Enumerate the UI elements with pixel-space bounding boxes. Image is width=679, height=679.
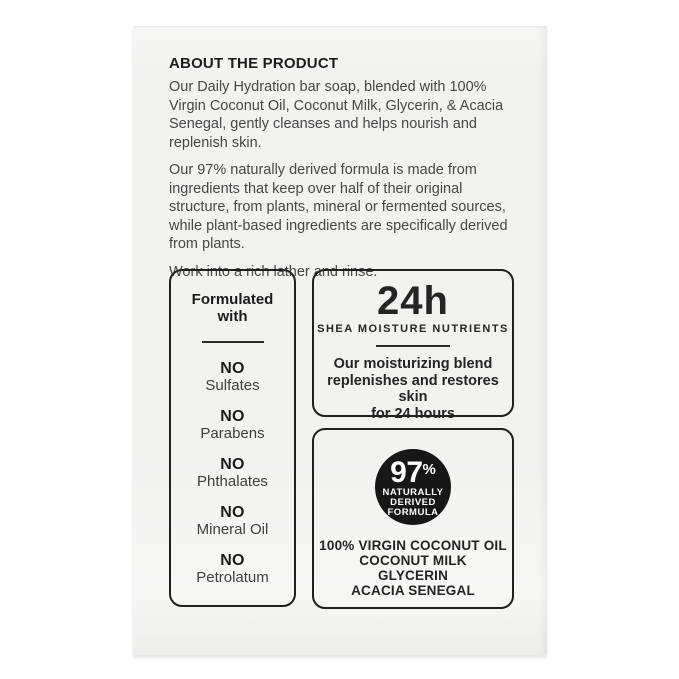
ingredient-name: Phthalates: [197, 473, 268, 490]
no-label: NO: [220, 456, 245, 473]
naturally-derived-box: [312, 428, 514, 609]
no-label: NO: [220, 552, 245, 569]
ingredient-name: Sulfates: [205, 377, 260, 394]
ingredient-name: Parabens: [200, 425, 265, 442]
ingredient-line-4: ACACIA SENEGAL: [351, 583, 475, 598]
percent-sign: %: [422, 460, 436, 478]
badge-line-derived: DERIVED: [390, 496, 436, 508]
ingredient-line-3: GLYCERIN: [377, 568, 449, 583]
formulated-with-heading: Formulated with: [191, 291, 274, 325]
no-label: NO: [220, 360, 245, 377]
moisture-body-line-3: for 24 hours: [371, 405, 455, 422]
no-petrolatum-item: [171, 552, 294, 586]
no-parabens-item: [171, 408, 294, 442]
badge-line-formula: FORMULA: [387, 506, 439, 518]
key-ingredients-list: [314, 538, 512, 598]
moisture-24h-box: [312, 269, 514, 422]
divider: [376, 345, 450, 347]
no-mineral-oil-item: [171, 504, 294, 538]
no-phthalates-item: [171, 456, 294, 490]
moisture-body-line-2: replenishes and restores skin: [327, 372, 499, 405]
moisture-body-text: [314, 356, 512, 422]
about-heading: ABOUT THE PRODUCT: [169, 55, 339, 72]
97-percent-badge: [375, 449, 451, 525]
ingredient-name: Petrolatum: [196, 569, 269, 586]
about-paragraph-1: Our Daily Hydration bar soap, blended with 100% Virgin Coconut Oil, Coconut Milk, Glycerin, & Acacia Senegal, gently cleanses and helps nourish and replenish skin.: [169, 79, 504, 151]
no-label: NO: [220, 504, 245, 521]
no-sulfates-item: [171, 360, 294, 394]
shea-moisture-nutrients-label: SHEA MOISTURE NUTRIENTS: [317, 323, 509, 335]
ingredient-line-1: 100% VIRGIN COCONUT OIL: [319, 538, 507, 553]
ingredient-line-2: COCONUT MILK: [359, 553, 467, 568]
24h-headline: 24h: [377, 279, 449, 323]
badge-line-naturally: NATURALLY: [382, 486, 444, 498]
about-section: [169, 55, 521, 290]
badge-percent-value: [390, 455, 436, 489]
formulated-with-box: [169, 269, 296, 607]
moisture-body-line-1: Our moisturizing blend: [333, 356, 493, 372]
divider: [202, 341, 264, 343]
badge-number: 97: [390, 455, 423, 489]
no-label: NO: [220, 408, 245, 425]
ingredient-name: Mineral Oil: [196, 521, 269, 538]
about-paragraph-2: Our 97% naturally derived formula is made from ingredients that keep over half of their original structure, from plants, mineral or fermented sources, while plant-based ingredients are specifically derived from plants.: [169, 162, 508, 252]
package-back-panel: [133, 26, 547, 655]
about-paragraph-3: Work into a rich lather and rinse.: [169, 263, 378, 280]
